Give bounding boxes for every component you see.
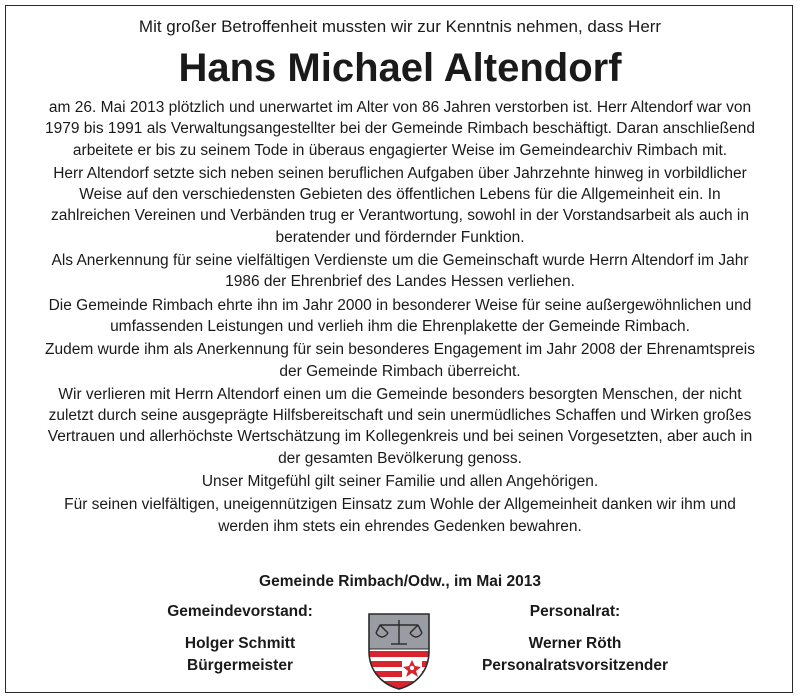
signature-gemeindevorstand [140, 601, 340, 677]
signoff-line: Gemeinde Rimbach/Odw., im Mai 2013 [259, 573, 541, 590]
paragraph: Herr Altendorf setzte sich neben seinen beruflichen Aufgaben über Jahrzehnte hinweg in vorbildlicher Weise auf den verschiedensten Gebieten des öffentlichen Lebens für die Allgemeinheit ein. In zahlreichen Vereinen und Verbänden trug er Verantwortung, sowohl in der Vorstandsarbeit als auch in beratender und fördernder Funktion. [51, 164, 749, 246]
paragraph: Für seinen vielfältigen, uneigennützigen Einsatz zum Wohle der Allgemeinheit danken wir ihm und werden ihm stets ein ehrendes Gedenken bewahren. [64, 496, 736, 535]
paragraph: Die Gemeinde Rimbach ehrte ihn im Jahr 2000 in besonderer Weise für seine außergewöhnlichen und umfassenden Leistungen und verlieh ihm die Ehrenplakette der Gemeinde Rimbach. [48, 296, 752, 335]
signature-title: Bürgermeister [187, 657, 293, 674]
paragraph: am 26. Mai 2013 plötzlich und unerwartet im Alter von 86 Jahren verstorben ist. Herr Altendorf war von 1979 bis 1991 als Verwaltungsangestellter bei der Gemeinde Rimbach beschäftigt. Daran anschließend arbeitete er bis zu seinem Tode in überaus engagierter Weise im Gemeindearchiv Rimbach mit. [45, 99, 755, 159]
paragraph: Wir verlieren mit Herrn Altendorf einen um die Gemeinde besonders besorgten Menschen, der nicht zuletzt durch seine ausgeprägte Hilfsbereitschaft und sein unermüdliches Schaffen und Wirken großes Vertrauen und allerhöchste Wertschätzung im Kollegenkreis und bei seinen Vorgesetzten, aber auch in der gesamten Bevölkerung genoss. [47, 385, 753, 467]
signature-name: Holger Schmitt [184, 635, 296, 652]
signature-role: Personalrat: [529, 603, 621, 620]
deceased-name: Hans Michael Altendorf [178, 46, 622, 90]
paragraph: Als Anerkennung für seine vielfältigen Verdienste um die Gemeinschaft wurde Herrn Altendorf im Jahr 1986 der Ehrenbrief des Landes Hessen verliehen. [51, 252, 749, 291]
signature-title: Personalratsvorsitzender [481, 657, 669, 674]
intro-line: Mit großer Betroffenheit mussten wir zur Kenntnis nehmen, dass Herr [138, 17, 662, 36]
notice-body [40, 97, 760, 539]
paragraph: Unser Mitgefühl gilt seiner Familie und allen Angehörigen. [201, 473, 599, 491]
signature-role: Gemeindevorstand: [167, 603, 313, 620]
signature-name: Werner Röth [528, 635, 622, 652]
paragraph: Zudem wurde ihm als Anerkennung für sein besonderes Engagement im Jahr 2008 der Ehrenamtspreis der Gemeinde Rimbach überreicht. [45, 341, 755, 380]
municipal-coat-of-arms-icon [366, 611, 432, 691]
signature-personalrat [465, 601, 685, 677]
